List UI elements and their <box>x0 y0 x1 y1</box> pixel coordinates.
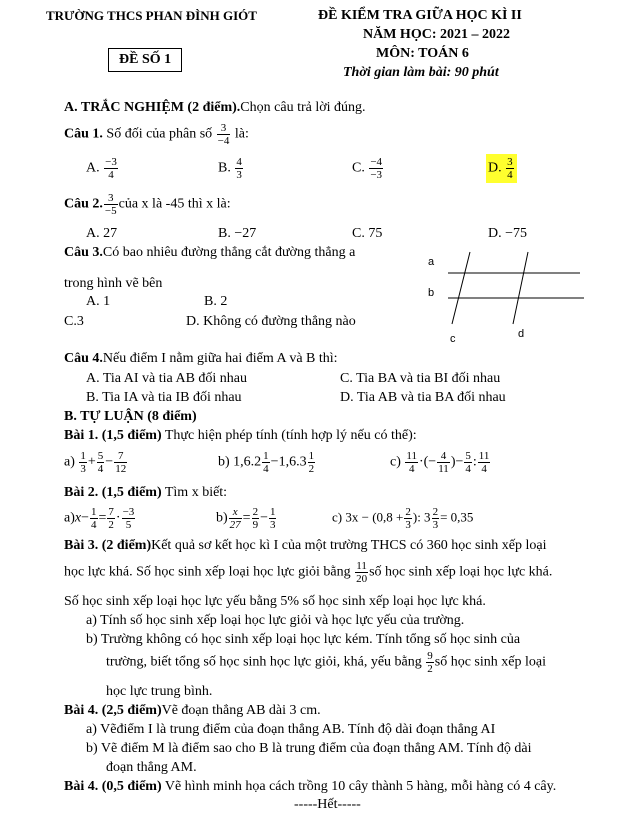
q4-option-d[interactable]: D. Tia AB và tia BA đối nhau <box>340 390 506 405</box>
q4-option-c[interactable]: C. Tia BA và tia BI đối nhau <box>340 371 501 386</box>
school-year: NĂM HỌC: 2021 – 2022 <box>363 27 510 42</box>
bai1-part-a: a) $\frac{1}{3}$ + $\frac{5}{4}$ − $\frac{7}{12}$ <box>64 450 127 475</box>
bai1-part-c: c) $\frac{11}{4}$ ·(− $\frac{4}{11}$ )− $\frac{5}{4}$ : $\frac{11}{4}$ <box>390 450 490 475</box>
label-d: d <box>518 328 525 340</box>
end-marker: -----Hết----- <box>294 797 361 812</box>
exam-time: Thời gian làm bài: 90 phút <box>343 65 499 80</box>
q3-text: Có bao nhiêu đường thẳng cắt đường thẳng a <box>102 245 356 260</box>
q3-option-d[interactable]: D. Không có đường thẳng nào <box>186 314 356 329</box>
q4-label: Câu 4. <box>64 351 103 366</box>
line-d <box>513 252 528 324</box>
q3-label: Câu 3. <box>64 245 103 260</box>
bai-5-heading <box>64 779 556 795</box>
bai-3-part-b-line-2: trường, biết tổng số học sinh học lực giỏi, khá, yếu bằng $\frac{9}{2}$ số học sinh xếp loại <box>106 650 546 675</box>
bai2-text: Tìm x biết: <box>161 485 228 500</box>
label-a: a <box>428 256 435 268</box>
q1-option-b[interactable]: B. $\frac{4}{3}$ <box>218 156 242 181</box>
q2-label: Câu 2. <box>64 196 103 212</box>
bai-3-part-b-line-3: học lực trung bình. <box>106 684 213 699</box>
q1-tail: là: <box>234 126 249 142</box>
bai-3-line-2: học lực khá. Số học sinh xếp loại học lực giỏi bằng $\frac{11}{20}$ số học sinh xếp loại học lực khá. <box>64 560 553 585</box>
q3-option-b[interactable]: B. 2 <box>204 294 228 309</box>
question-1 <box>64 122 249 147</box>
bai1-part-b: b) 1,6.2 $\frac{1}{4}$ −1,6.3 $\frac{1}{2}$ <box>218 450 315 475</box>
q2-fraction: $\frac{3}{-5}$ <box>104 192 117 217</box>
bai-3-line-1 <box>64 538 604 554</box>
q3-option-c[interactable]: C.3 <box>64 314 84 329</box>
exam-code-box: ĐỀ SỐ 1 <box>108 48 182 72</box>
q3-lines-figure <box>420 246 600 346</box>
bai-3-part-a: a) Tính số học sinh xếp loại học lực giỏi và học lực yếu của trường. <box>86 613 465 628</box>
bai2-part-b: b) $\frac{x}{27}$ = $\frac{2}{9}$ − $\frac{1}{3}$ <box>216 506 276 531</box>
bai3-label: Bài 3. (2 điểm) <box>64 538 152 553</box>
q1-text: Số đối của phân số <box>106 126 213 142</box>
bai5-text: Vẽ hình minh họa cách trồng 10 cây thành 5 hàng, mỗi hàng có 4 cây. <box>161 779 557 794</box>
q2-option-b[interactable]: B. −27 <box>218 226 257 241</box>
bai4-label: Bài 4. (2,5 điểm) <box>64 703 162 718</box>
part-a-title: A. TRẮC NGHIỆM (2 điểm). <box>64 100 241 115</box>
q4-option-b[interactable]: B. Tia IA và tia IB đối nhau <box>86 390 242 405</box>
q2-text: của x là -45 thì x là: <box>118 196 231 212</box>
q3-option-a[interactable]: A. 1 <box>86 294 111 309</box>
bai-4-part-b-line-2: đoạn thẳng AM. <box>106 760 197 775</box>
bai-4-part-a: a) Vẽđiểm I là trung điểm của đoạn thẳng AB. Tính độ dài đoạn thẳng AI <box>86 722 496 737</box>
bai1-label: Bài 1. (1,5 điểm) <box>64 428 162 443</box>
bai5-label: Bài 4. (0,5 điểm) <box>64 779 162 794</box>
bai2-label: Bài 2. (1,5 điểm) <box>64 485 162 500</box>
bai1-text: Thực hiện phép tính (tính hợp lý nếu có thể): <box>161 428 417 443</box>
bai-3-line-3: Số học sinh xếp loại học lực yếu bằng 5% số học sinh xếp loại học lực khá. <box>64 594 486 609</box>
school-name: TRƯỜNG THCS PHAN ĐÌNH GIÓT <box>46 8 257 23</box>
question-2 <box>64 192 231 217</box>
q3-text-continued: trong hình vẽ bên <box>64 276 163 291</box>
bai2-part-a: a)x− $\frac{1}{4}$ = $\frac{7}{2}$ · $\frac{-3}{5}$ <box>64 506 135 531</box>
label-c: c <box>450 333 456 345</box>
bai4-text: Vẽ đoạn thẳng AB dài 3 cm. <box>161 703 321 718</box>
q1-fraction: $\frac{3}{-4}$ <box>217 122 230 147</box>
q1-option-d-highlighted[interactable]: D. $\frac{3}{4}$ <box>486 154 517 183</box>
bai-1-heading <box>64 428 417 444</box>
q4-text: Nếu điểm I nằm giữa hai điểm A và B thì: <box>102 351 338 366</box>
q4-option-a[interactable]: A. Tia AI và tia AB đối nhau <box>86 371 248 386</box>
q2-option-c[interactable]: C. 75 <box>352 226 383 241</box>
bai-3-part-b-line-1: b) Trường không có học sinh xếp loại học lực kém. Tính tổng số học sinh của <box>86 632 521 647</box>
question-4 <box>64 351 338 367</box>
exam-title: ĐỀ KIỂM TRA GIỮA HỌC KÌ II <box>318 8 522 23</box>
part-a-instruction: Chọn câu trả lời đúng. <box>240 100 366 115</box>
bai-4-heading <box>64 703 321 719</box>
label-b: b <box>428 287 435 299</box>
bai2-part-c: c) 3x − (0,8 + $\frac{2}{3}$ ): 3 $\frac{2}{3}$ = 0,35 <box>332 506 474 531</box>
question-3 <box>64 245 355 261</box>
q2-option-d[interactable]: D. −75 <box>488 226 528 241</box>
line-c <box>452 252 470 324</box>
part-b-title: B. TỰ LUẬN (8 điểm) <box>64 409 197 424</box>
part-a-heading <box>64 100 366 116</box>
bai-2-heading <box>64 485 227 501</box>
q1-option-a[interactable]: A. $\frac{-3}{4}$ <box>86 156 117 181</box>
bai3-text-1: Kết quả sơ kết học kì I của một trường THCS có 360 học sinh xếp loại <box>151 538 547 553</box>
q1-label: Câu 1. <box>64 126 103 142</box>
bai-4-part-b-line-1: b) Vẽ điểm M là điểm sao cho B là trung điểm của đoạn thẳng AM. Tính độ dài <box>86 741 532 756</box>
q2-option-a[interactable]: A. 27 <box>86 226 118 241</box>
q1-option-c[interactable]: C. $\frac{-4}{-3}$ <box>352 156 383 181</box>
subject: MÔN: TOÁN 6 <box>376 46 469 61</box>
